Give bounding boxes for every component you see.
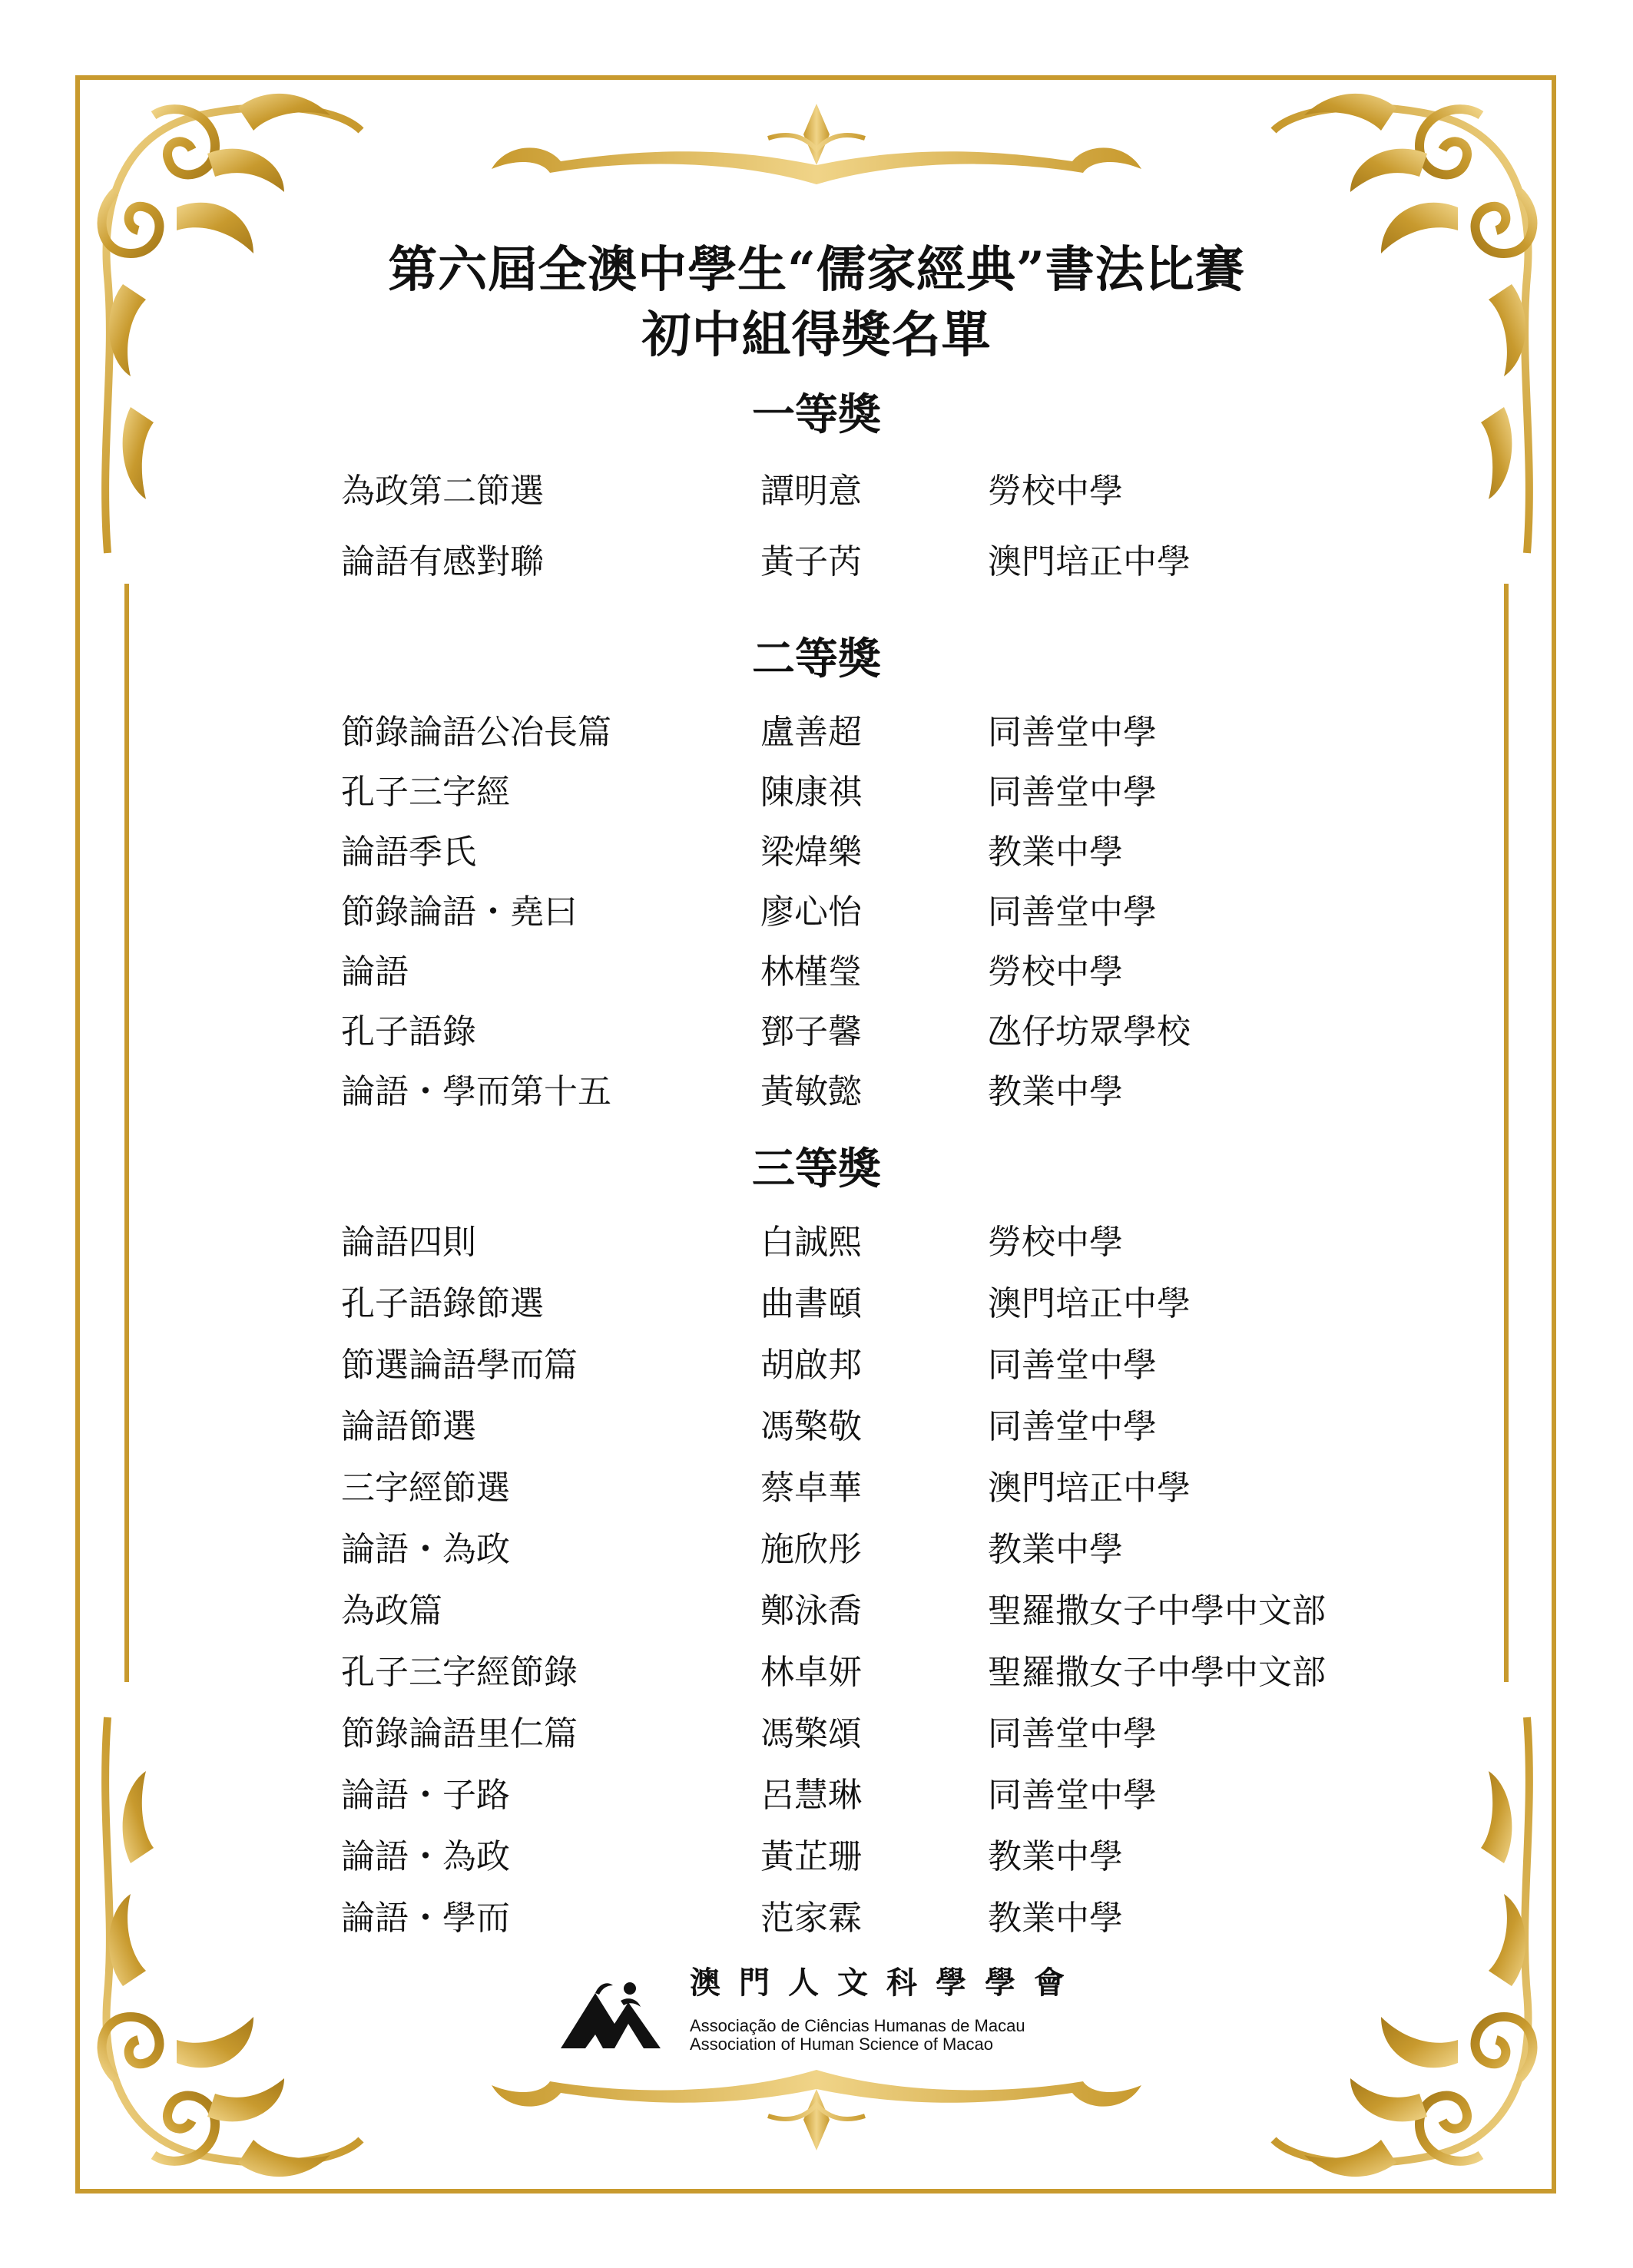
award-row (0, 1071, 1633, 1114)
organizer-footer (561, 1966, 1098, 2058)
section-heading-second-prize: 二等獎 (752, 634, 881, 684)
page-subtitle: 初中組得獎名單 (641, 306, 992, 364)
winner-name: 馮檠頌 (760, 1714, 862, 1753)
work-title: 孔子語錄節選 (341, 1284, 544, 1323)
work-title: 節錄論語・堯曰 (341, 892, 578, 932)
award-row (0, 1713, 1633, 1756)
work-title: 論語・為政 (341, 1837, 510, 1876)
work-title: 論語季氏 (341, 833, 476, 872)
work-title: 論語・子路 (341, 1776, 510, 1815)
school-name: 聖羅撒女子中學中文部 (988, 1653, 1326, 1692)
award-row (0, 1590, 1633, 1633)
work-title: 為政篇 (341, 1591, 442, 1631)
school-name: 教業中學 (988, 1837, 1123, 1876)
winner-name: 施欣彤 (760, 1530, 862, 1569)
winner-name: 馮檠敬 (760, 1407, 862, 1446)
school-name: 氹仔坊眾學校 (988, 1012, 1191, 1051)
school-name: 教業中學 (988, 1530, 1123, 1569)
work-title: 節錄論語公冶長篇 (341, 713, 611, 752)
organization-name-latin (690, 2017, 1025, 2054)
winner-name: 蔡卓華 (760, 1468, 862, 1508)
work-title: 論語・學而 (341, 1899, 510, 1938)
organization-name-en: Association of Human Science of Macao (690, 2035, 993, 2054)
award-row (0, 1651, 1633, 1694)
award-row (0, 470, 1633, 513)
work-title: 論語 (341, 952, 409, 992)
school-name: 同善堂中學 (988, 892, 1157, 932)
school-name: 聖羅撒女子中學中文部 (988, 1591, 1326, 1631)
winner-name: 黃敏懿 (760, 1072, 862, 1111)
award-row (0, 1836, 1633, 1879)
award-row (0, 1774, 1633, 1817)
winner-name: 鄭泳喬 (760, 1591, 862, 1631)
work-title: 論語・學而第十五 (341, 1072, 611, 1111)
work-title: 孔子三字經 (341, 773, 510, 812)
winner-name: 陳康祺 (760, 773, 862, 812)
winner-name: 譚明意 (760, 472, 862, 511)
award-row (0, 1011, 1633, 1054)
school-name: 勞校中學 (988, 952, 1123, 992)
work-title: 孔子語錄 (341, 1012, 476, 1051)
organization-name-pt: Associação de Ciências Humanas de Macau (690, 2016, 1025, 2035)
section-heading-third-prize: 三等獎 (752, 1144, 881, 1194)
page-title: 第六屆全澳中學生“儒家經典”書法比賽 (388, 241, 1245, 299)
award-row (0, 1467, 1633, 1510)
school-name: 勞校中學 (988, 1223, 1123, 1262)
work-title: 論語四則 (341, 1223, 476, 1262)
section-heading-first-prize: 一等獎 (752, 389, 881, 440)
winner-name: 鄧子馨 (760, 1012, 862, 1051)
work-title: 論語有感對聯 (341, 542, 544, 581)
award-row (0, 891, 1633, 934)
school-name: 澳門培正中學 (988, 1284, 1191, 1323)
winner-name: 黃芷珊 (760, 1837, 862, 1876)
award-row (0, 831, 1633, 874)
school-name: 教業中學 (988, 1072, 1123, 1111)
award-row (0, 1344, 1633, 1387)
winner-name: 白誠熙 (760, 1223, 862, 1262)
work-title: 為政第二節選 (341, 472, 544, 511)
award-row (0, 1528, 1633, 1571)
winner-name: 梁煒樂 (760, 833, 862, 872)
award-row (0, 1221, 1633, 1264)
work-title: 節錄論語里仁篇 (341, 1714, 578, 1753)
winner-name: 盧善超 (760, 713, 862, 752)
bottom-center-flourish (476, 2066, 1157, 2158)
work-title: 孔子三字經節錄 (341, 1653, 578, 1692)
school-name: 同善堂中學 (988, 1776, 1157, 1815)
award-row (0, 1283, 1633, 1326)
work-title: 三字經節選 (341, 1468, 510, 1508)
top-center-flourish (476, 96, 1157, 188)
award-row (0, 1405, 1633, 1449)
winner-name: 黃子芮 (760, 542, 862, 581)
winner-name: 林卓妍 (760, 1653, 862, 1692)
winner-name: 廖心怡 (760, 892, 862, 932)
winner-name: 范家霖 (760, 1899, 862, 1938)
school-name: 同善堂中學 (988, 1407, 1157, 1446)
school-name: 澳門培正中學 (988, 542, 1191, 581)
award-row (0, 541, 1633, 584)
winner-name: 呂慧琳 (760, 1776, 862, 1815)
school-name: 教業中學 (988, 1899, 1123, 1938)
school-name: 澳門培正中學 (988, 1468, 1191, 1508)
organization-logo (561, 1978, 676, 2054)
winner-name: 胡啟邦 (760, 1346, 862, 1385)
school-name: 勞校中學 (988, 472, 1123, 511)
school-name: 教業中學 (988, 833, 1123, 872)
school-name: 同善堂中學 (988, 1714, 1157, 1753)
school-name: 同善堂中學 (988, 713, 1157, 752)
work-title: 論語節選 (341, 1407, 476, 1446)
award-row (0, 771, 1633, 814)
winner-name: 林槿瑩 (760, 952, 862, 992)
winner-name: 曲書頤 (760, 1284, 862, 1323)
school-name: 同善堂中學 (988, 1346, 1157, 1385)
award-row (0, 711, 1633, 754)
organization-name-zh: 澳門人文科學學會 (690, 1965, 1083, 2001)
award-row (0, 951, 1633, 994)
award-row (0, 1897, 1633, 1940)
school-name: 同善堂中學 (988, 773, 1157, 812)
work-title: 節選論語學而篇 (341, 1346, 578, 1385)
work-title: 論語・為政 (341, 1530, 510, 1569)
